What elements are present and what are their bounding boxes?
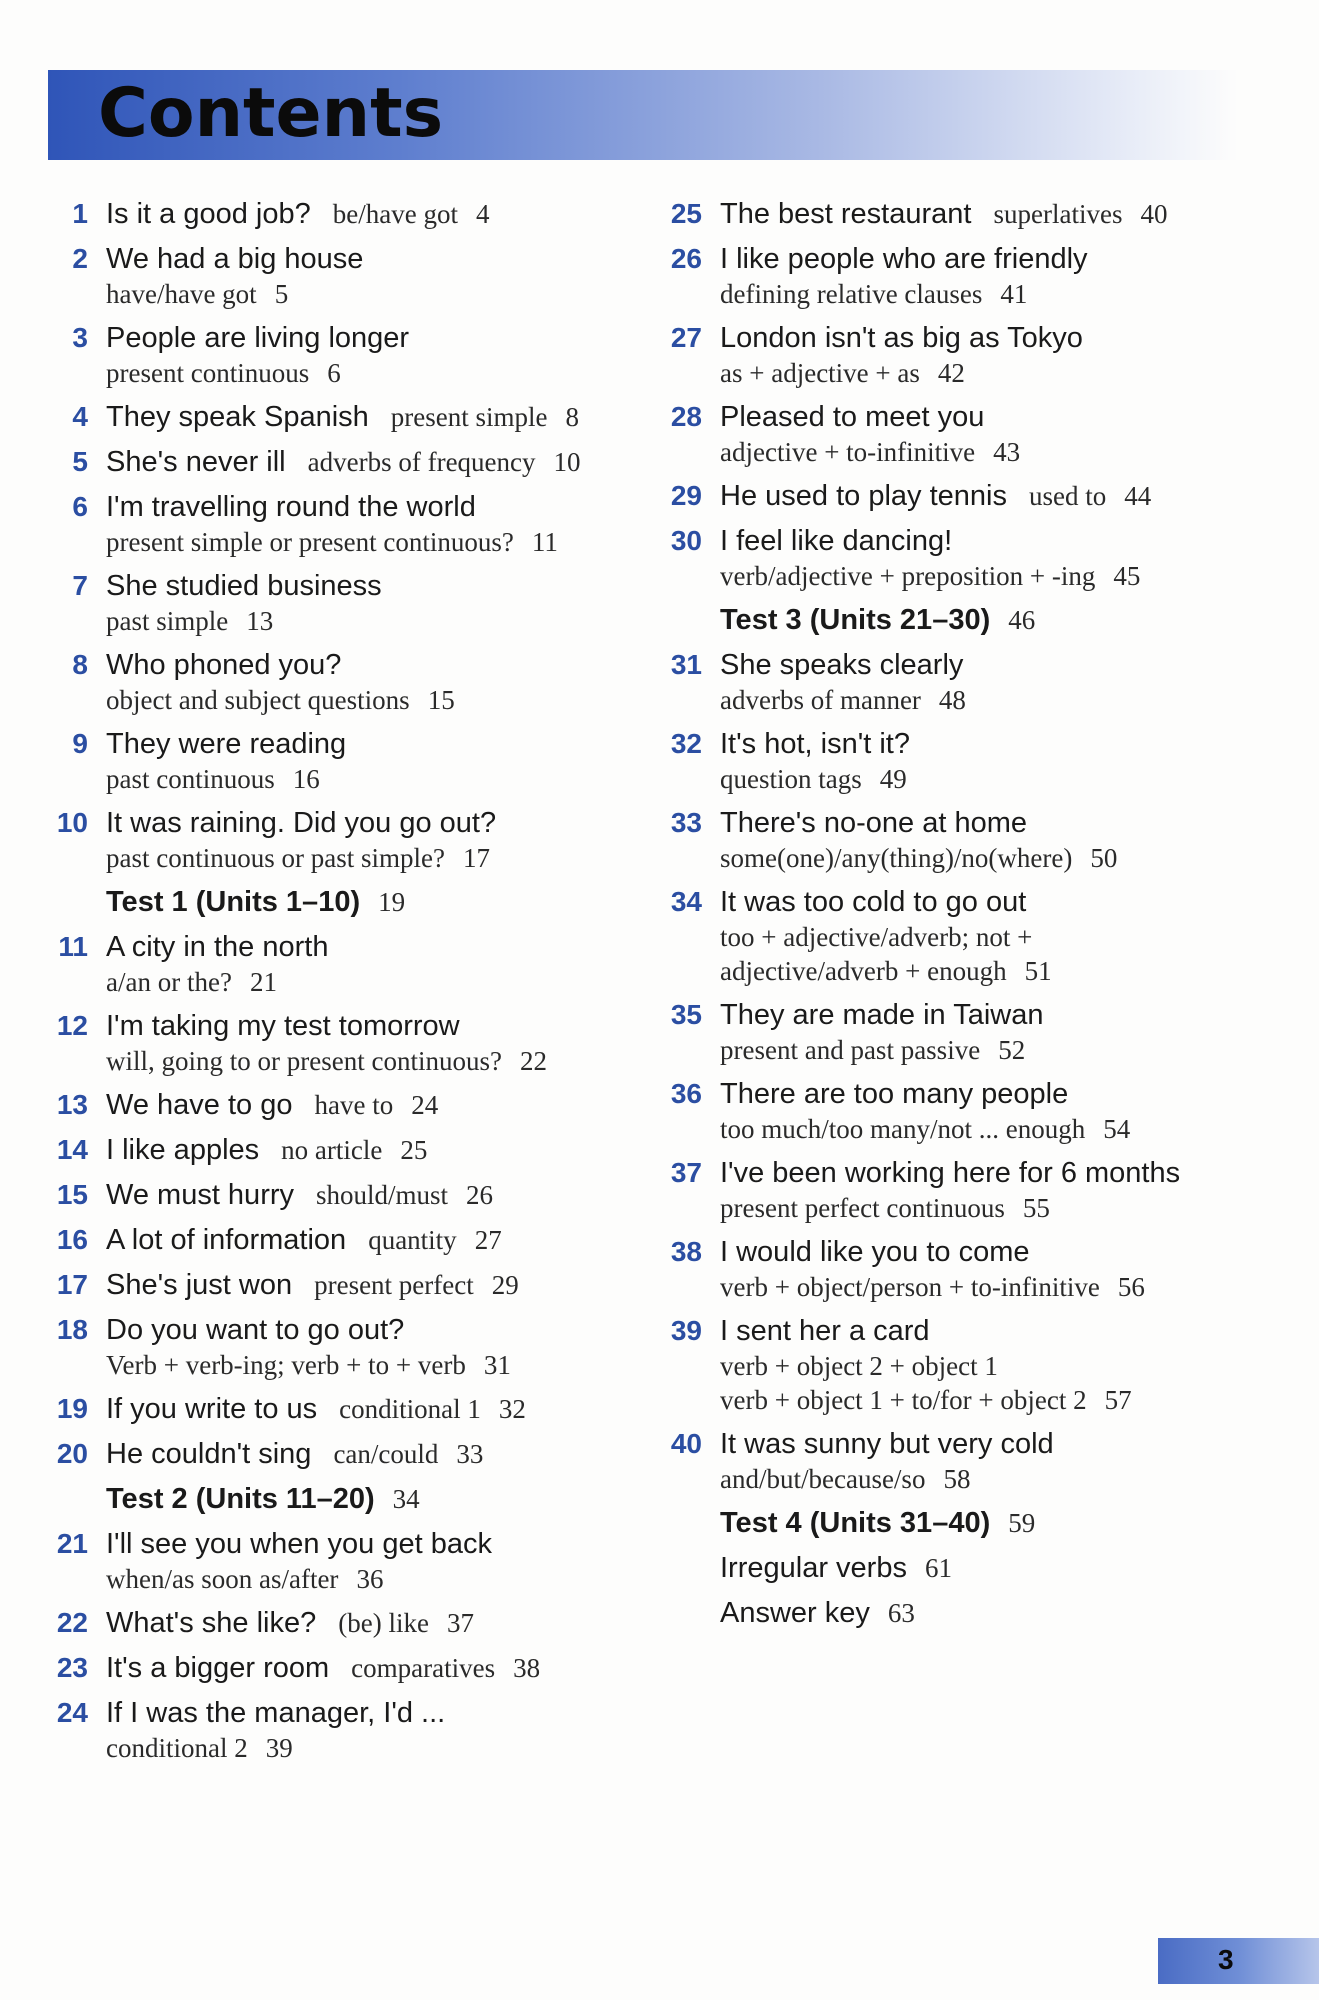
entry-title-line [106,489,648,525]
unit-number: 16 [56,1224,88,1255]
contents-entry[interactable] [662,478,1242,514]
unit-number: 24 [56,1697,88,1728]
grammar-topic: present perfect continuous [720,1193,1005,1223]
grammar-line [720,277,1242,311]
contents-entry[interactable] [662,1313,1242,1417]
entry-title-line [106,568,648,604]
unit-title: I feel like dancing! [720,525,953,557]
unit-number: 39 [670,1315,702,1346]
entry-title-line [720,1076,1242,1112]
unit-number: 5 [72,446,88,477]
contents-entry[interactable] [48,196,648,232]
entry-title-line [106,444,648,480]
contents-entry[interactable] [48,1436,648,1472]
page-ref: 57 [1104,1385,1132,1415]
contents-entry[interactable] [662,997,1242,1067]
contents-entry[interactable] [48,805,648,875]
page-ref: 29 [491,1270,519,1300]
entry-title-line [720,196,1242,232]
unit-number: 36 [670,1078,702,1109]
unit-title: London isn't as big as Tokyo [720,322,1083,354]
unit-title: I'm travelling round the world [106,491,476,523]
page-ref: 45 [1113,561,1141,591]
unit-title: They are made in Taiwan [720,999,1044,1031]
unit-number: 27 [670,322,702,353]
entry-title-line [106,1526,648,1562]
page-ref: 8 [565,402,579,432]
page-number-tab [1158,1938,1319,1984]
unit-number: 30 [670,525,702,556]
page-ref: 42 [937,358,965,388]
grammar-topic: object and subject questions [106,685,410,715]
unit-number: 17 [56,1269,88,1300]
entry-title-line [106,1177,648,1213]
grammar-topic: have/have got [106,279,257,309]
unit-title: We must hurry [106,1179,295,1211]
page-ref: 52 [998,1035,1026,1065]
contents-entry[interactable] [48,1391,648,1427]
grammar-topic: adjective/adverb + enough [720,956,1007,986]
page-ref: 13 [246,606,274,636]
contents-entry[interactable] [662,602,1242,638]
contents-entry[interactable] [48,726,648,796]
contents-right-column [662,196,1242,1640]
grammar-topic: verb/adjective + preposition + -ing [720,561,1096,591]
unit-number: 11 [58,931,88,962]
page-ref: 41 [1000,279,1028,309]
contents-entry[interactable] [662,884,1242,988]
unit-title: They speak Spanish [106,401,369,433]
page-ref: 16 [292,764,320,794]
grammar-line [106,356,648,390]
contents-entry[interactable] [48,1177,648,1213]
grammar-line [720,1383,1242,1417]
grammar-topic: superlatives [993,199,1123,229]
unit-number: 13 [56,1089,88,1120]
unit-number: 14 [56,1134,88,1165]
grammar-topic: comparatives [351,1653,496,1683]
grammar-topic: conditional 2 [106,1733,248,1763]
page-ref: 36 [356,1564,384,1594]
contents-entry[interactable] [48,1312,648,1382]
grammar-topic: question tags [720,764,862,794]
grammar-line [106,1044,648,1078]
unit-title: It's hot, isn't it? [720,728,910,760]
page-ref: 39 [265,1733,293,1763]
contents-entry[interactable] [48,444,648,480]
entry-title-line [106,1695,648,1731]
entry-title-line [720,1505,1242,1541]
page-ref: 61 [924,1553,952,1583]
grammar-topic: a/an or the? [106,967,232,997]
grammar-line [720,435,1242,469]
page-ref: 38 [513,1653,541,1683]
unit-title: Is it a good job? [106,198,311,230]
page-ref: 33 [456,1439,484,1469]
page-ref: 26 [466,1180,494,1210]
contents-entry[interactable] [48,399,648,435]
entry-title-line [106,884,648,920]
unit-number: 8 [72,649,88,680]
contents-entry[interactable] [662,805,1242,875]
contents-entry[interactable] [662,1076,1242,1146]
page-ref: 40 [1140,199,1168,229]
contents-entry[interactable] [48,241,648,311]
unit-number: 21 [56,1528,88,1559]
entry-title-line [106,929,648,965]
grammar-line [106,277,648,311]
contents-left-column [48,196,648,1774]
page-ref: 54 [1103,1114,1131,1144]
unit-title: It's a bigger room [106,1652,330,1684]
page-ref: 6 [327,358,341,388]
page-ref: 58 [943,1464,971,1494]
unit-number: 15 [56,1179,88,1210]
grammar-line [720,762,1242,796]
entry-title-line [720,1313,1242,1349]
entry-title-line [720,997,1242,1033]
grammar-topic: some(one)/any(thing)/no(where) [720,843,1073,873]
unit-title: It was raining. Did you go out? [106,807,497,839]
entry-title-line [720,523,1242,559]
entry-title-line [720,1234,1242,1270]
grammar-topic: defining relative clauses [720,279,983,309]
grammar-topic: past continuous [106,764,275,794]
grammar-line [720,559,1242,593]
unit-number: 25 [670,198,702,229]
entry-title-line [720,884,1242,920]
unit-number: 20 [56,1438,88,1469]
grammar-line [720,1112,1242,1146]
contents-entry[interactable] [48,1087,648,1123]
grammar-topic: past simple [106,606,229,636]
page-ref: 37 [446,1608,474,1638]
unit-number: 23 [56,1652,88,1683]
entry-title-line [106,1650,648,1686]
grammar-topic: too much/too many/not ... enough [720,1114,1086,1144]
unit-number: 29 [670,480,702,511]
unit-number: 19 [56,1393,88,1424]
unit-title: I sent her a card [720,1315,930,1347]
page-ref: 55 [1022,1193,1050,1223]
unit-title: A city in the north [106,931,329,963]
grammar-topic: verb + object 2 + object 1 [720,1351,998,1381]
unit-number: 3 [72,322,88,353]
unit-title: People are living longer [106,322,410,354]
page-ref: 5 [274,279,289,309]
unit-title: It was sunny but very cold [720,1428,1054,1460]
contents-entry[interactable] [662,1426,1242,1496]
entry-title-line [720,399,1242,435]
unit-number: 26 [670,243,702,274]
entry-title-line [106,1132,648,1168]
unit-number: 40 [670,1428,702,1459]
entry-title-line [106,320,648,356]
contents-entry[interactable] [662,399,1242,469]
entry-title-line [720,1426,1242,1462]
contents-banner [48,70,1238,160]
page-ref: 32 [498,1394,526,1424]
entry-title-line [106,196,648,232]
unit-title: What's she like? [106,1607,317,1639]
grammar-topic: used to [1028,481,1107,511]
page-ref: 31 [483,1350,511,1380]
entry-title-line [720,805,1242,841]
unit-title: There are too many people [720,1078,1069,1110]
grammar-topic: adverbs of frequency [307,447,536,477]
contents-entry[interactable] [48,1605,648,1641]
page-ref: 51 [1024,956,1052,986]
contents-entry[interactable] [662,1155,1242,1225]
page-ref: 22 [519,1046,547,1076]
entry-title-line [106,1481,648,1517]
unit-title: She's never ill [106,446,286,478]
entry-title-line [106,1008,648,1044]
grammar-topic: adjective + to-infinitive [720,437,976,467]
grammar-topic: when/as soon as/after [106,1564,339,1594]
page-ref: 11 [531,527,558,557]
grammar-topic: verb + object 1 + to/for + object 2 [720,1385,1087,1415]
entry-title-line [720,241,1242,277]
contents-entry[interactable] [48,1695,648,1765]
entry-title-line [106,1312,648,1348]
grammar-line [106,604,648,638]
unit-number: 32 [670,728,702,759]
unit-title: Who phoned you? [106,649,342,681]
contents-entry[interactable] [662,241,1242,311]
contents-entry[interactable] [48,1222,648,1258]
grammar-topic: will, going to or present continuous? [106,1046,502,1076]
contents-entry[interactable] [662,1505,1242,1541]
entry-title-line [106,1436,648,1472]
contents-entry[interactable] [48,1650,648,1686]
contents-entry[interactable] [48,320,648,390]
unit-title: Test 1 (Units 1–10) [106,886,361,918]
grammar-topic: no article [281,1135,383,1165]
unit-title: He used to play tennis [720,480,1007,512]
unit-number: 2 [72,243,88,274]
unit-number: 38 [670,1236,702,1267]
entry-title-line [720,478,1242,514]
contents-entry[interactable] [662,320,1242,390]
entry-title-line [720,647,1242,683]
unit-title: Irregular verbs [720,1552,907,1584]
contents-entry[interactable] [48,568,648,638]
unit-title: It was too cold to go out [720,886,1027,918]
unit-title: I like apples [106,1134,260,1166]
page-ref: 50 [1090,843,1118,873]
unit-title: If I was the manager, I'd ... [106,1697,446,1729]
grammar-topic: present simple or present continuous? [106,527,514,557]
unit-title: I've been working here for 6 months [720,1157,1181,1189]
unit-title: There's no-one at home [720,807,1027,839]
entry-title-line [720,602,1242,638]
contents-entry[interactable] [662,1595,1242,1631]
unit-number: 33 [670,807,702,838]
grammar-topic: past continuous or past simple? [106,843,445,873]
grammar-line [106,683,648,717]
unit-title: Pleased to meet you [720,401,985,433]
unit-title: I'm taking my test tomorrow [106,1010,460,1042]
page-ref: 48 [938,685,966,715]
grammar-line [106,841,648,875]
grammar-line [720,841,1242,875]
entry-title-line [106,399,648,435]
unit-title: I would like you to come [720,1236,1030,1268]
grammar-line [106,1731,648,1765]
page-ref: 10 [553,447,581,477]
entry-title-line [720,1595,1242,1631]
contents-entry[interactable] [48,1008,648,1078]
page-ref: 43 [993,437,1021,467]
grammar-topic: too + adjective/adverb; not + [720,922,1033,952]
grammar-topic: present and past passive [720,1035,981,1065]
unit-title: A lot of information [106,1224,347,1256]
entry-title-line [106,1222,648,1258]
page-ref: 25 [400,1135,428,1165]
unit-number: 1 [72,198,88,229]
unit-number: 31 [670,649,702,680]
grammar-line [106,1562,648,1596]
grammar-line [720,356,1242,390]
grammar-topic: quantity [368,1225,457,1255]
contents-entry[interactable] [48,1267,648,1303]
grammar-topic: adverbs of manner [720,685,921,715]
grammar-topic: (be) like [338,1608,429,1638]
contents-entry[interactable] [48,1526,648,1596]
unit-number: 37 [670,1157,702,1188]
unit-number: 35 [670,999,702,1030]
grammar-line [720,1033,1242,1067]
unit-number: 12 [56,1010,88,1041]
unit-title: Do you want to go out? [106,1314,405,1346]
contents-entry[interactable] [48,1132,648,1168]
grammar-topic: present simple [390,402,548,432]
contents-entry[interactable] [662,1234,1242,1304]
entry-title-line [106,805,648,841]
page-ref: 56 [1117,1272,1145,1302]
unit-number: 18 [56,1314,88,1345]
grammar-topic: should/must [316,1180,449,1210]
grammar-topic: and/but/because/so [720,1464,926,1494]
grammar-topic: have to [314,1090,394,1120]
page-ref: 19 [378,887,406,917]
unit-title: She's just won [106,1269,293,1301]
unit-number: 28 [670,401,702,432]
page-ref: 15 [427,685,455,715]
entry-title-line [106,1087,648,1123]
unit-title: We have to go [106,1089,293,1121]
page-title: Contents [98,74,444,153]
page-ref: 59 [1008,1508,1036,1538]
unit-title: She speaks clearly [720,649,964,681]
page-ref: 44 [1124,481,1152,511]
unit-title: If you write to us [106,1393,318,1425]
contents-entry[interactable] [662,647,1242,717]
entry-title-line [106,1267,648,1303]
grammar-topic: conditional 1 [339,1394,481,1424]
grammar-topic: present perfect [314,1270,474,1300]
entry-title-line [720,1155,1242,1191]
unit-title: Answer key [720,1597,870,1629]
page-ref: 24 [411,1090,439,1120]
grammar-line [106,525,648,559]
entry-title-line [720,320,1242,356]
page-ref: 17 [462,843,490,873]
grammar-line [106,1348,648,1382]
unit-number: 22 [56,1607,88,1638]
grammar-line [720,1462,1242,1496]
unit-title: She studied business [106,570,382,602]
unit-title: The best restaurant [720,198,972,230]
contents-entry[interactable] [48,489,648,559]
grammar-line [720,954,1242,988]
unit-title: We had a big house [106,243,364,275]
contents-entry[interactable] [48,647,648,717]
contents-entry[interactable] [662,196,1242,232]
grammar-line [106,762,648,796]
unit-number: 9 [72,728,88,759]
entry-title-line [720,726,1242,762]
unit-title: He couldn't sing [106,1438,312,1470]
grammar-topic: be/have got [332,199,458,229]
grammar-line [720,1270,1242,1304]
entry-title-line [106,241,648,277]
page-ref: 49 [879,764,907,794]
contents-entry[interactable] [48,884,648,920]
unit-title: Test 2 (Units 11–20) [106,1483,375,1515]
contents-entry[interactable] [48,1481,648,1517]
unit-title: I'll see you when you get back [106,1528,492,1560]
unit-title: Test 4 (Units 31–40) [720,1507,991,1539]
contents-entry[interactable] [48,929,648,999]
unit-title: They were reading [106,728,347,760]
unit-number: 4 [72,401,88,432]
page-ref: 63 [887,1598,915,1628]
unit-number: 7 [72,570,88,601]
unit-title: I like people who are friendly [720,243,1088,275]
grammar-topic: can/could [333,1439,439,1469]
page-ref: 34 [392,1484,420,1514]
grammar-topic: Verb + verb-ing; verb + to + verb [106,1350,466,1380]
entry-title-line [106,647,648,683]
grammar-topic: present continuous [106,358,310,388]
grammar-line [106,965,648,999]
grammar-line [720,683,1242,717]
entry-title-line [720,1550,1242,1586]
page-ref: 4 [475,199,490,229]
entry-title-line [106,726,648,762]
contents-entry[interactable] [662,1550,1242,1586]
unit-number: 6 [72,491,88,522]
contents-entry[interactable] [662,523,1242,593]
page-ref: 21 [249,967,277,997]
unit-number: 34 [670,886,702,917]
page-number: 3 [1218,1944,1234,1975]
unit-number: 10 [56,807,88,838]
contents-entry[interactable] [662,726,1242,796]
grammar-topic: verb + object/person + to-infinitive [720,1272,1100,1302]
grammar-topic: as + adjective + as [720,358,920,388]
grammar-line [720,1191,1242,1225]
page-ref: 46 [1008,605,1036,635]
entry-title-line [106,1391,648,1427]
entry-title-line [106,1605,648,1641]
page-ref: 27 [474,1225,502,1255]
unit-title: Test 3 (Units 21–30) [720,604,991,636]
